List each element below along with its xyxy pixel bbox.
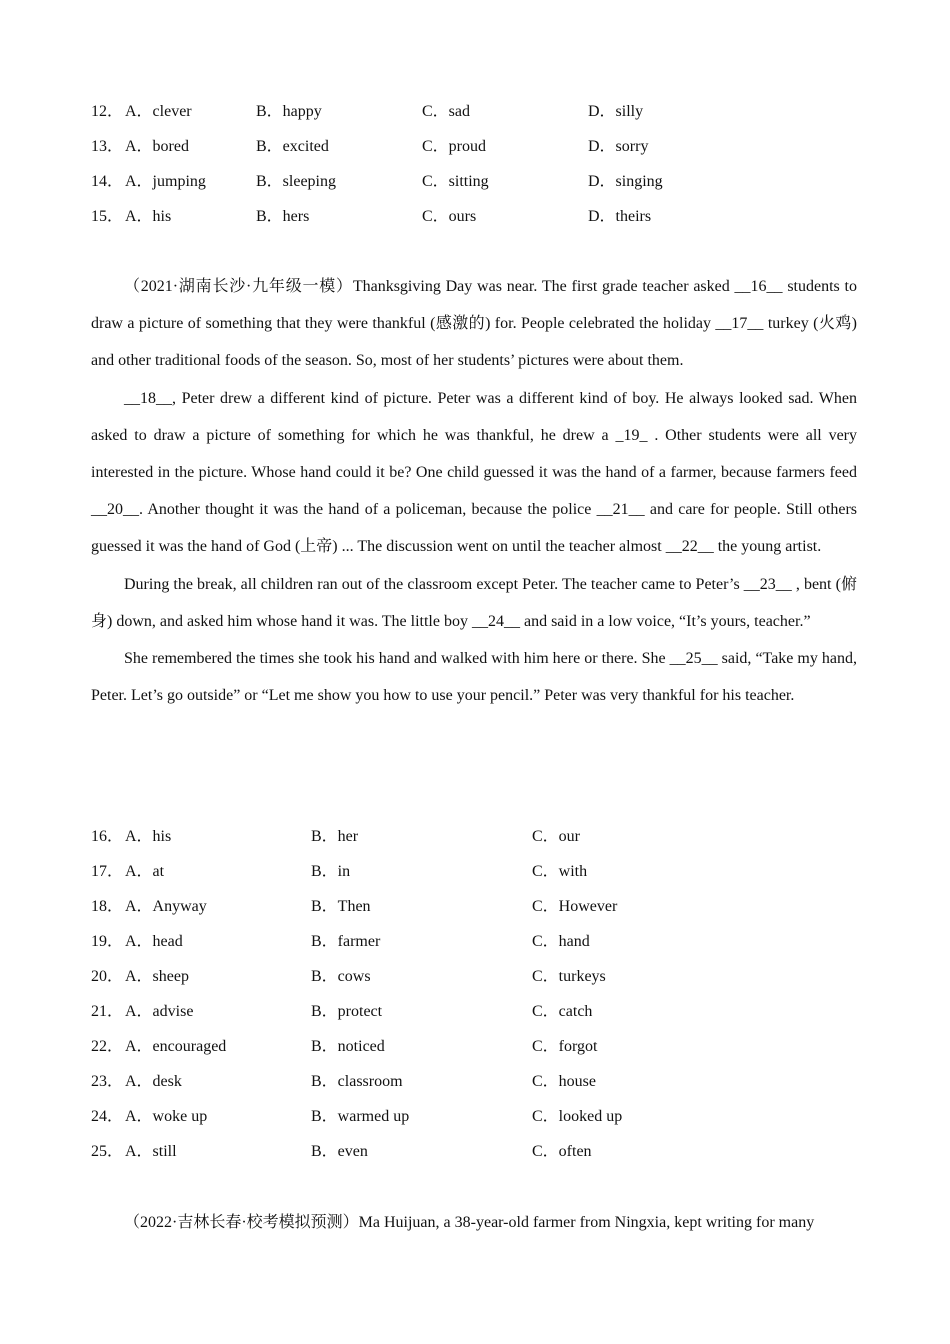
option-b: B．sleeping (256, 173, 336, 190)
option-c: C．catch (532, 1003, 593, 1020)
question-row (91, 1134, 851, 1169)
option-b: B．excited (256, 138, 329, 155)
option-c: C．hand (532, 933, 590, 950)
option-a: A．clever (125, 103, 192, 120)
question-row (91, 819, 851, 854)
option-b: B．noticed (311, 1038, 385, 1055)
option-d: D．singing (588, 173, 663, 190)
question-row (91, 164, 891, 199)
passage-paragraph: During the break, all children ran out of the classroom except Peter. The teacher came to Peter’s __23__ , bent (俯身) down, and asked him whose hand it was. The little boy __24__ and said in a low voice, “It’s yours, teacher.” (91, 575, 857, 630)
option-a: A．at (125, 863, 165, 880)
question-row (91, 94, 891, 129)
option-b: B．warmed up (311, 1108, 410, 1125)
option-c: C．looked up (532, 1108, 623, 1125)
question-number: 25． (91, 1143, 124, 1160)
option-c: C．sitting (422, 173, 489, 190)
question-number: 21． (91, 1003, 124, 1020)
question-row (91, 1064, 851, 1099)
option-c: C．sad (422, 103, 471, 120)
question-number: 17． (91, 863, 124, 880)
option-c: C．However (532, 898, 618, 915)
question-number: 14． (91, 173, 124, 190)
option-c: C．proud (422, 138, 487, 155)
option-a: A．his (125, 208, 172, 225)
option-a: A．Anyway (125, 898, 207, 915)
option-a: A．bored (125, 138, 189, 155)
question-number: 22． (91, 1038, 124, 1055)
option-b: B．classroom (311, 1073, 403, 1090)
question-row (91, 199, 891, 234)
question-number: 15． (91, 208, 124, 225)
option-c: C．with (532, 863, 588, 880)
option-d: D．theirs (588, 208, 652, 225)
question-row (91, 994, 851, 1029)
next-passage (91, 1204, 857, 1241)
question-number: 20． (91, 968, 124, 985)
option-a: A．his (125, 828, 172, 845)
question-number: 19． (91, 933, 124, 950)
option-b: B．even (311, 1143, 368, 1160)
option-a: A．sheep (125, 968, 189, 985)
passage-paragraph: （2021·湖南长沙·九年级一模）Thanksgiving Day was near. The first grade teacher asked __16__ students to draw a picture of something that they were thankful (感激的) for. People celebrated the holiday __17__ turkey (火鸡) and other traditional foods of the season. So, most of her students’ pictures were about them. (91, 278, 857, 370)
option-c: C．house (532, 1073, 597, 1090)
option-a: A．woke up (125, 1108, 208, 1125)
reading-passage (91, 268, 857, 714)
question-number: 12． (91, 103, 124, 120)
option-c: C．turkeys (532, 968, 606, 985)
option-a: A．still (125, 1143, 177, 1160)
option-a: A．advise (125, 1003, 194, 1020)
question-row (91, 959, 851, 994)
question-row (91, 129, 891, 164)
option-c: C．forgot (532, 1038, 598, 1055)
option-b: B．happy (256, 103, 322, 120)
question-number: 18． (91, 898, 124, 915)
option-b: B．cows (311, 968, 371, 985)
question-row (91, 1029, 851, 1064)
option-d: D．silly (588, 103, 644, 120)
passage-paragraph: （2022·吉林长春·校考模拟预测）Ma Huijuan, a 38-year-old farmer from Ningxia, kept writing for many (124, 1214, 815, 1231)
option-b: B．protect (311, 1003, 383, 1020)
option-c: C．ours (422, 208, 477, 225)
option-a: A．jumping (125, 173, 206, 190)
option-b: B．Then (311, 898, 371, 915)
passage-paragraph: She remembered the times she took his hand and walked with him here or there. She __25__ said, “Take my hand, Peter. Let’s go outside” or “Let me show you how to use your pencil.” Peter was very thankful for his teacher. (91, 650, 857, 705)
question-number: 23． (91, 1073, 124, 1090)
option-c: C．often (532, 1143, 592, 1160)
option-a: A．head (125, 933, 183, 950)
question-row (91, 854, 851, 889)
option-b: B．hers (256, 208, 310, 225)
option-a: A．desk (125, 1073, 182, 1090)
option-d: D．sorry (588, 138, 649, 155)
question-number: 16． (91, 828, 124, 845)
option-b: B．in (311, 863, 351, 880)
passage-paragraph: __18__, Peter drew a different kind of picture. Peter was a different kind of boy. He always looked sad. When asked to draw a picture of something for which he was thankful, he drew a _19_ . Other students were all very interested in the picture. Whose hand could it be? One child guessed it was the hand of a farmer, because farmers feed __20__. Another thought it was the hand of a policeman, because the police __21__ and care for people. Still others guessed it was the hand of God (上帝) ... The discussion went on until the teacher almost __22__ the young artist. (91, 389, 857, 556)
question-number: 24． (91, 1108, 124, 1125)
option-b: B．her (311, 828, 359, 845)
question-row (91, 889, 851, 924)
question-number: 13． (91, 138, 124, 155)
option-a: A．encouraged (125, 1038, 227, 1055)
question-row (91, 924, 851, 959)
option-c: C．our (532, 828, 581, 845)
question-row (91, 1099, 851, 1134)
option-b: B．farmer (311, 933, 381, 950)
